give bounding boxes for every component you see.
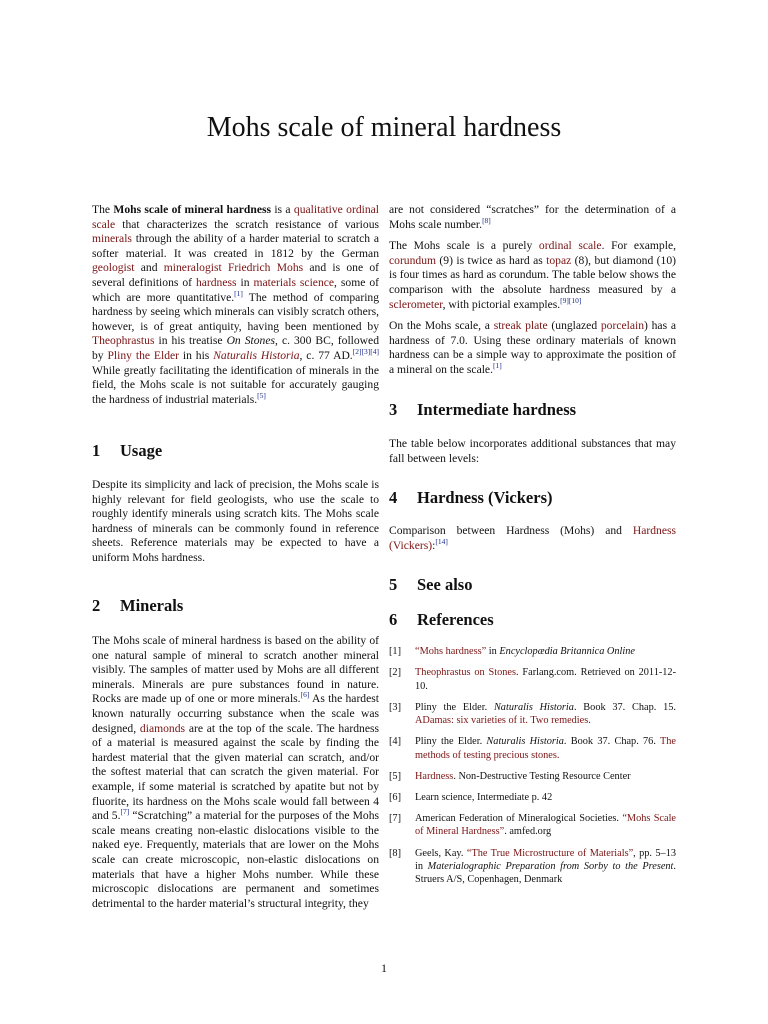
- link-hardness[interactable]: hardness: [195, 275, 237, 289]
- link-corundum[interactable]: corundum: [389, 253, 437, 267]
- citation[interactable]: [7]: [120, 807, 130, 817]
- link-ordinal-scale[interactable]: ordinal scale: [538, 239, 602, 253]
- article-subject: Mohs scale of mineral hardness: [113, 203, 271, 216]
- citation[interactable]: [14]: [435, 536, 448, 546]
- citation[interactable]: [1]: [234, 288, 243, 298]
- link-pliny-the-elder[interactable]: Pliny the Elder: [107, 348, 179, 362]
- citation[interactable]: [9][10]: [560, 295, 582, 305]
- citation[interactable]: [6]: [300, 690, 310, 700]
- page-title: Mohs scale of mineral hardness: [206, 112, 562, 143]
- reference-link[interactable]: “Mohs Scale of Mineral Hardness”: [415, 813, 676, 838]
- section-heading-hardness-vickers: 4 Hardness (Vickers): [389, 488, 553, 508]
- vickers-paragraph: Comparison between Hardness (Mohs) and Hardness (Vickers):[14]: [389, 523, 676, 552]
- link-topaz[interactable]: topaz: [546, 253, 572, 267]
- reference-link[interactable]: “The True Microstructure of Materials”: [466, 847, 634, 859]
- reference-item: [5] Hardness. Non-Destructive Testing Resource Center: [389, 770, 631, 782]
- reference-item: [3] Pliny the Elder. Naturalis Historia. Book 37. Chap. 15. ADamas: six varieties of it. Two remedies.: [389, 701, 676, 727]
- link-geologist[interactable]: geologist: [92, 261, 135, 275]
- reference-link[interactable]: Hardness: [415, 770, 454, 782]
- section-heading-references: 6 References: [389, 609, 494, 629]
- reference-item: [8] Geels, Kay. “The True Microstructure of Materials”, pp. 5–13 in Materialographic Preparation from Sorby to the Present. Struers A/S, Copenhagen, Denmark: [389, 847, 676, 885]
- citation[interactable]: [2][3][4]: [352, 347, 379, 357]
- reference-link[interactable]: The methods of testing precious stones.: [415, 736, 676, 761]
- link-naturalis-historia[interactable]: Naturalis Historia: [213, 348, 300, 362]
- link-diamonds[interactable]: diamonds: [139, 721, 186, 735]
- section-heading-intermediate-hardness: 3 Intermediate hardness: [389, 399, 577, 419]
- link-streak-plate[interactable]: streak plate: [493, 319, 548, 333]
- link-qualitative-ordinal-scale[interactable]: qualitative ordinal scale: [92, 203, 379, 231]
- section-heading-see-also: 5 See also: [389, 575, 473, 595]
- reference-list: [389, 645, 676, 886]
- streak-paragraph: On the Mohs scale, a streak plate (unglazed porcelain) has a hardness of 7.0. Using these ordinary materials of known hardness can be a simple way to approximate the position of a mineral on the scale.[1]: [389, 319, 676, 376]
- link-hardness-vickers[interactable]: Hardness (Vickers): [389, 523, 676, 552]
- page-number: 1: [381, 961, 387, 975]
- italic-title: On Stones: [226, 334, 276, 348]
- link-theophrastus[interactable]: Theophrastus: [92, 334, 155, 348]
- reference-link[interactable]: ADamas: six varieties of it. Two remedies.: [415, 715, 591, 727]
- right-column: [389, 203, 676, 894]
- section-heading-minerals: 2 Minerals: [92, 596, 184, 616]
- link-porcelain[interactable]: porcelain: [600, 319, 645, 333]
- intermediate-paragraph: The table below incorporates additional substances that may fall between levels:: [389, 437, 676, 465]
- citation[interactable]: [8]: [482, 215, 491, 225]
- usage-paragraph: Despite its simplicity and lack of precision, the Mohs scale is highly relevant for field geologists, who use the scale to roughly identify minerals using scratch kits. The Mohs scale hardness of minerals can be commonly found in reference sheets. Reference materials may be expected to have a uniform Mohs hardness.: [92, 477, 379, 564]
- citation[interactable]: [5]: [257, 390, 266, 400]
- reference-link[interactable]: Theophrastus on Stones: [415, 667, 516, 679]
- reference-item: [2] Theophrastus on Stones. Farlang.com. Retrieved on 2011-12-10.: [389, 667, 677, 692]
- reference-item: [7] American Federation of Mineralogical Societies. “Mohs Scale of Mineral Hardness”. amfed.org: [389, 813, 676, 838]
- link-sclerometer[interactable]: sclerometer: [389, 297, 443, 311]
- link-minerals[interactable]: minerals: [92, 232, 132, 246]
- reference-item: [4] Pliny the Elder. Naturalis Historia. Book 37. Chap. 76. The methods of testing precious stones.: [389, 736, 676, 761]
- reference-link[interactable]: “Mohs hardness”: [415, 646, 487, 658]
- ordinal-paragraph: The Mohs scale is a purely ordinal scale. For example, corundum (9) is twice as hard as topaz (8), but diamond (10) is four times as hard as corundum. The table below shows the comparison with the absolute hardness measured by a sclerometer, with pictorial examples.[9][10]: [389, 239, 676, 311]
- reference-item: [6] Learn science, Intermediate p. 42: [389, 791, 553, 803]
- minerals-paragraph: The Mohs scale of mineral hardness is based on the ability of one natural sample of mineral to scratch another mineral visibly. The samples of matter used by Mohs are all different minerals. Minerals are pure substances found in nature. Rocks are made up of one or more minerals.[6] As the hardest known naturally occurring substance when the scale was designed, diamonds are at the top of the scale. The hardness of a material is measured against the scale by finding the hardest material that the given material can scratch, and/or the softest material that can scratch the given material. For example, if some material is scratched by apatite but not by fluorite, its hardness on the Mohs scale would fall between 4 and 5.[7] “Scratching” a material for the purposes of the Mohs scale means creating non-elastic dislocations visible to the naked eye. Frequently, materials that are lower on the Mohs scale can create microscopic, non-elastic dislocations on materials that have a higher Mohs number. While these microscopic dislocations are permanent and sometimes detrimental to the harder material’s structural integrity, they: [92, 634, 380, 910]
- minerals-paragraph-continued: are not considered “scratches” for the determination of a Mohs scale number.[8]: [389, 203, 676, 231]
- link-materials-science[interactable]: materials science: [253, 275, 335, 289]
- link-mineralogist-friedrich-mohs[interactable]: mineralogist Friedrich Mohs: [163, 261, 304, 275]
- citation[interactable]: [1]: [492, 361, 502, 371]
- intro-paragraph: The Mohs scale of mineral hardness is a qualitative ordinal scale that characterizes the scratch resistance of various minerals through the ability of a harder material to scratch a softer material. It was created in 1812 by the German geologist and mineralogist Friedrich Mohs and is one of several definitions of hardness in materials science, some of which are more quantitative.[1] The method of comparing hardness by seeing which minerals can visibly scratch others, however, is of great antiquity, having been mentioned by Theophrastus in his treatise On Stones, c. 300 BC, followed by Pliny the Elder in his Naturalis Historia, c. 77 AD.[2][3][4] While greatly facilitating the identification of minerals in the field, the Mohs scale is not suitable for accurately gauging the hardness of industrial materials.[5]: [92, 203, 380, 406]
- left-column: [92, 203, 379, 918]
- section-heading-usage: 1 Usage: [92, 441, 163, 461]
- reference-item: [1] “Mohs hardness” in Encyclopædia Britannica Online: [389, 646, 635, 658]
